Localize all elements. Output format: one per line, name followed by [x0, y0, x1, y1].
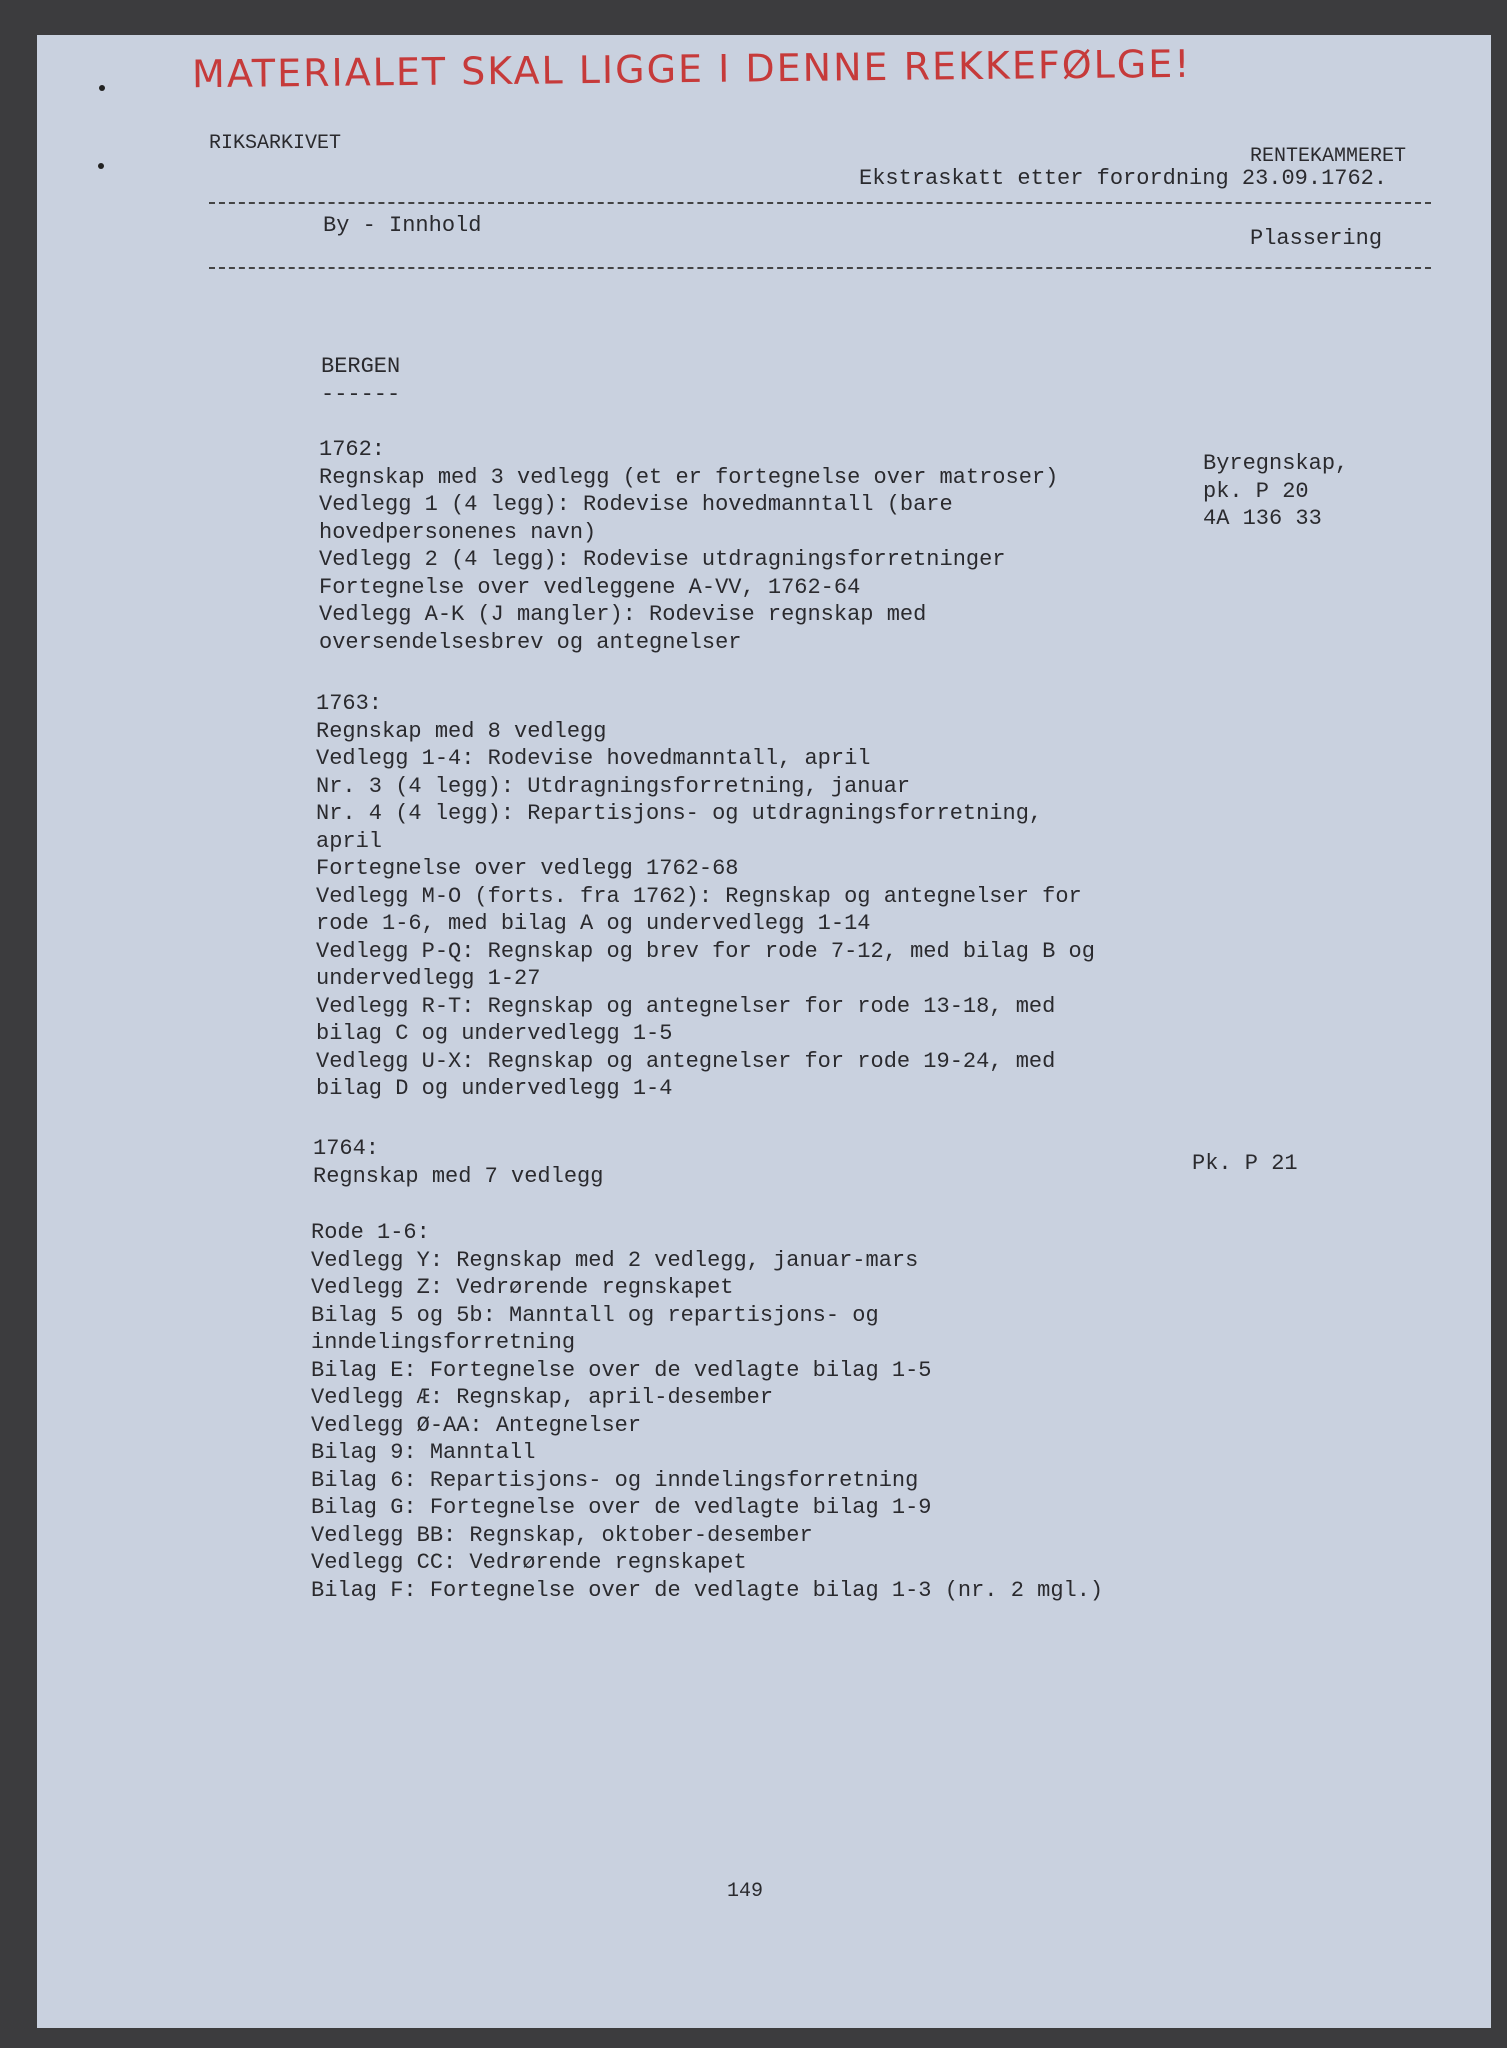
section-year: 1764:: [313, 1136, 380, 1161]
entry-line: Bilag E: Fortegnelse over de vedlagte bilag 1-5: [311, 1357, 932, 1383]
archive-name: RIKSARKIVET: [209, 132, 342, 155]
section-1764: [313, 1135, 603, 1190]
rode-block: [311, 1219, 1103, 1604]
entry-line: Vedlegg CC: Vedrørende regnskapet: [311, 1550, 747, 1575]
entry-line: Vedlegg R-T: Regnskap og antegnelser for rode 13-18, med: [316, 993, 1056, 1019]
divider-line: [209, 202, 1431, 204]
punch-mark: [99, 85, 105, 91]
entry-line: Vedlegg 1 (4 legg): Rodevise hovedmanntall (bare: [319, 492, 953, 517]
entry-line: Vedlegg M-O (forts. fra 1762): Regnskap og antegnelser for: [316, 883, 1082, 909]
entry-line: Vedlegg P-Q: Regnskap og brev for rode 7-12, med bilag B og: [316, 938, 1095, 964]
placement-line: 4A 136 33: [1203, 506, 1322, 531]
entry-line: Nr. 3 (4 legg): Utdragningsforretning, januar: [316, 773, 911, 799]
column-header-content: By - Innhold: [323, 213, 482, 238]
entry-line: Fortegnelse over vedleggene A-VV, 1762-64: [319, 574, 861, 600]
column-header-placement: Plassering: [1250, 226, 1383, 251]
placement-1764: [1192, 1150, 1298, 1178]
entry-line: Vedlegg Z: Vedrørende regnskapet: [311, 1275, 734, 1300]
rode-heading: Rode 1-6:: [311, 1220, 430, 1245]
section-1763: [316, 690, 1095, 1103]
entry-line: Regnskap med 3 vedlegg (et er fortegnelse over matroser): [319, 464, 1059, 490]
entry-line: Bilag 9: Manntall: [311, 1440, 536, 1465]
entry-line: april: [316, 828, 383, 854]
entry-line: Bilag 6: Repartisjons- og inndelingsforretning: [311, 1467, 919, 1493]
document-subtitle: Ekstraskatt etter forordning 23.09.1762.: [859, 166, 1388, 191]
entry-line: Vedlegg BB: Regnskap, oktober-desember: [311, 1522, 813, 1548]
entry-line: hovedpersonenes navn): [319, 519, 597, 545]
placement-line: Pk. P 21: [1192, 1151, 1298, 1176]
entry-line: Vedlegg A-K (J mangler): Rodevise regnskap med: [319, 602, 927, 627]
entry-line: rode 1-6, med bilag A og undervedlegg 1-14: [316, 911, 871, 936]
entry-line: Vedlegg 1-4: Rodevise hovedmanntall, april: [316, 746, 871, 771]
document-page: [37, 35, 1491, 2028]
entry-line: Regnskap med 7 vedlegg: [313, 1163, 604, 1189]
entry-line: Fortegnelse over vedlegg 1762-68: [316, 856, 739, 881]
handwritten-note: MATERIALET SKAL LIGGE I DENNE REKKEFØLGE!: [191, 41, 1192, 97]
placement-1762: [1203, 450, 1348, 533]
entry-line: Vedlegg Ø-AA: Antegnelser: [311, 1412, 642, 1438]
section-year: 1763:: [316, 691, 383, 716]
entry-line: Vedlegg U-X: Regnskap og antegnelser for rode 19-24, med: [316, 1048, 1056, 1074]
entry-line: undervedlegg 1-27: [316, 966, 541, 991]
section-1762: [319, 436, 1058, 656]
punch-mark: [98, 163, 104, 169]
entry-line: Vedlegg 2 (4 legg): Rodevise utdragningsforretninger: [319, 547, 1006, 572]
entry-line: oversendelsesbrev og antegnelser: [319, 629, 742, 655]
entry-line: bilag C og undervedlegg 1-5: [316, 1021, 673, 1046]
entry-line: bilag D og undervedlegg 1-4: [316, 1076, 673, 1101]
placement-line: Byregnskap,: [1203, 451, 1349, 476]
page-number: 149: [727, 1880, 764, 1903]
city-underline: ------: [321, 382, 401, 407]
entry-line: Nr. 4 (4 legg): Repartisjons- og utdragningsforretning,: [316, 801, 1043, 826]
entry-line: inndelingsforretning: [311, 1330, 576, 1355]
divider-line: [209, 267, 1431, 269]
entry-line: Bilag G: Fortegnelse over de vedlagte bilag 1-9: [311, 1495, 932, 1520]
department-name: RENTEKAMMERET: [1250, 145, 1407, 168]
entry-line: Regnskap med 8 vedlegg: [316, 718, 607, 744]
placement-line: pk. P 20: [1203, 478, 1309, 504]
entry-line: Vedlegg Y: Regnskap med 2 vedlegg, januar-mars: [311, 1247, 919, 1273]
entry-line: Bilag 5 og 5b: Manntall og repartisjons- og: [311, 1302, 879, 1328]
section-year: 1762:: [319, 437, 386, 462]
entry-line: Bilag F: Fortegnelse over de vedlagte bilag 1-3 (nr. 2 mgl.): [311, 1577, 1104, 1603]
entry-line: Vedlegg Æ: Regnskap, april-desember: [311, 1385, 774, 1410]
city-name: BERGEN: [321, 354, 401, 379]
